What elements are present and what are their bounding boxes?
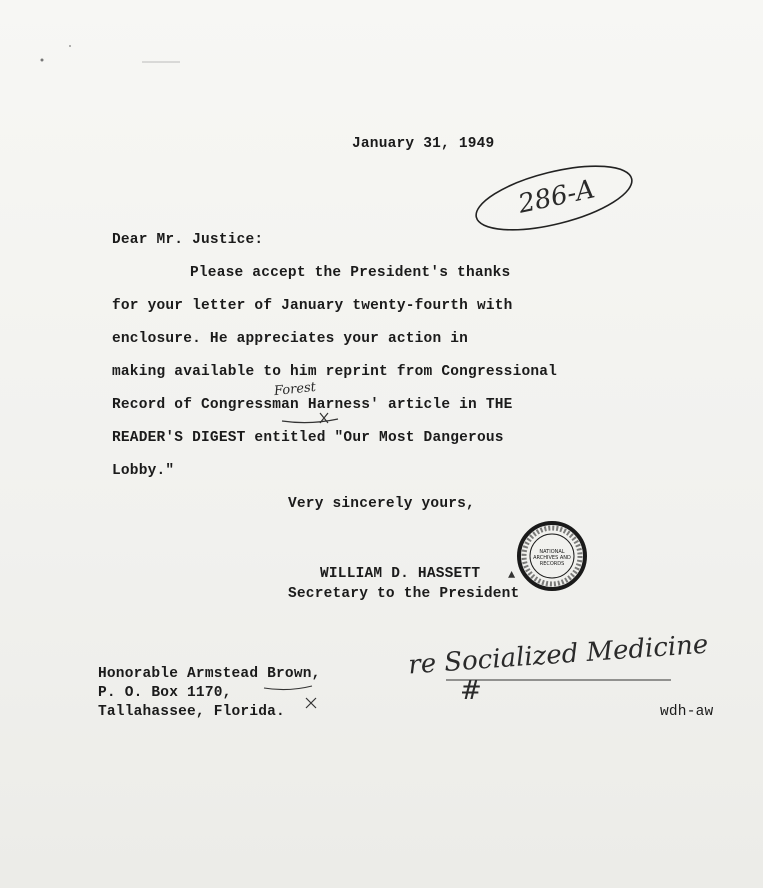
letter-date: January 31, 1949 xyxy=(352,136,495,152)
signer-name: WILLIAM D. HASSETT xyxy=(320,566,481,582)
body-line: Record of Congressman Harness' article in THE xyxy=(112,397,513,413)
note-underline xyxy=(446,676,676,686)
small-mark: ▲ xyxy=(508,568,516,582)
recipient-line: P. O. Box 1170, xyxy=(98,685,232,701)
body-line: Lobby." xyxy=(112,463,175,479)
handwritten-note: re Socialized Medicine xyxy=(407,629,710,681)
interlineation: Forest xyxy=(273,379,317,400)
recipient-line: Honorable Armstead Brown, xyxy=(98,666,321,682)
body-line: for your letter of January twenty-fourth with xyxy=(112,298,513,314)
library-stamp xyxy=(516,520,588,592)
recipient-tick xyxy=(264,682,324,712)
closing: Very sincerely yours, xyxy=(288,496,475,512)
body-line: enclosure. He appreciates your action in xyxy=(112,331,469,347)
svg-text:ARCHIVES AND: ARCHIVES AND xyxy=(533,555,571,561)
initials: wdh-aw xyxy=(660,704,714,720)
body-line: READER'S DIGEST entitled "Our Most Dangerous xyxy=(112,430,504,446)
svg-text:RECORDS: RECORDS xyxy=(539,561,565,567)
paper-specks xyxy=(30,40,110,70)
underline-mark xyxy=(282,409,342,429)
body-line: making available to him reprint from Congressional xyxy=(112,364,558,380)
file-number: 286-A xyxy=(515,174,598,220)
handwritten-mark: # xyxy=(460,676,482,706)
signer-title: Secretary to the President xyxy=(288,586,520,602)
salutation: Dear Mr. Justice: xyxy=(112,232,264,248)
svg-text:NATIONAL: NATIONAL xyxy=(539,549,565,555)
body-line: Please accept the President's thanks xyxy=(190,265,511,281)
recipient-line: Tallahassee, Florida. xyxy=(98,704,285,720)
